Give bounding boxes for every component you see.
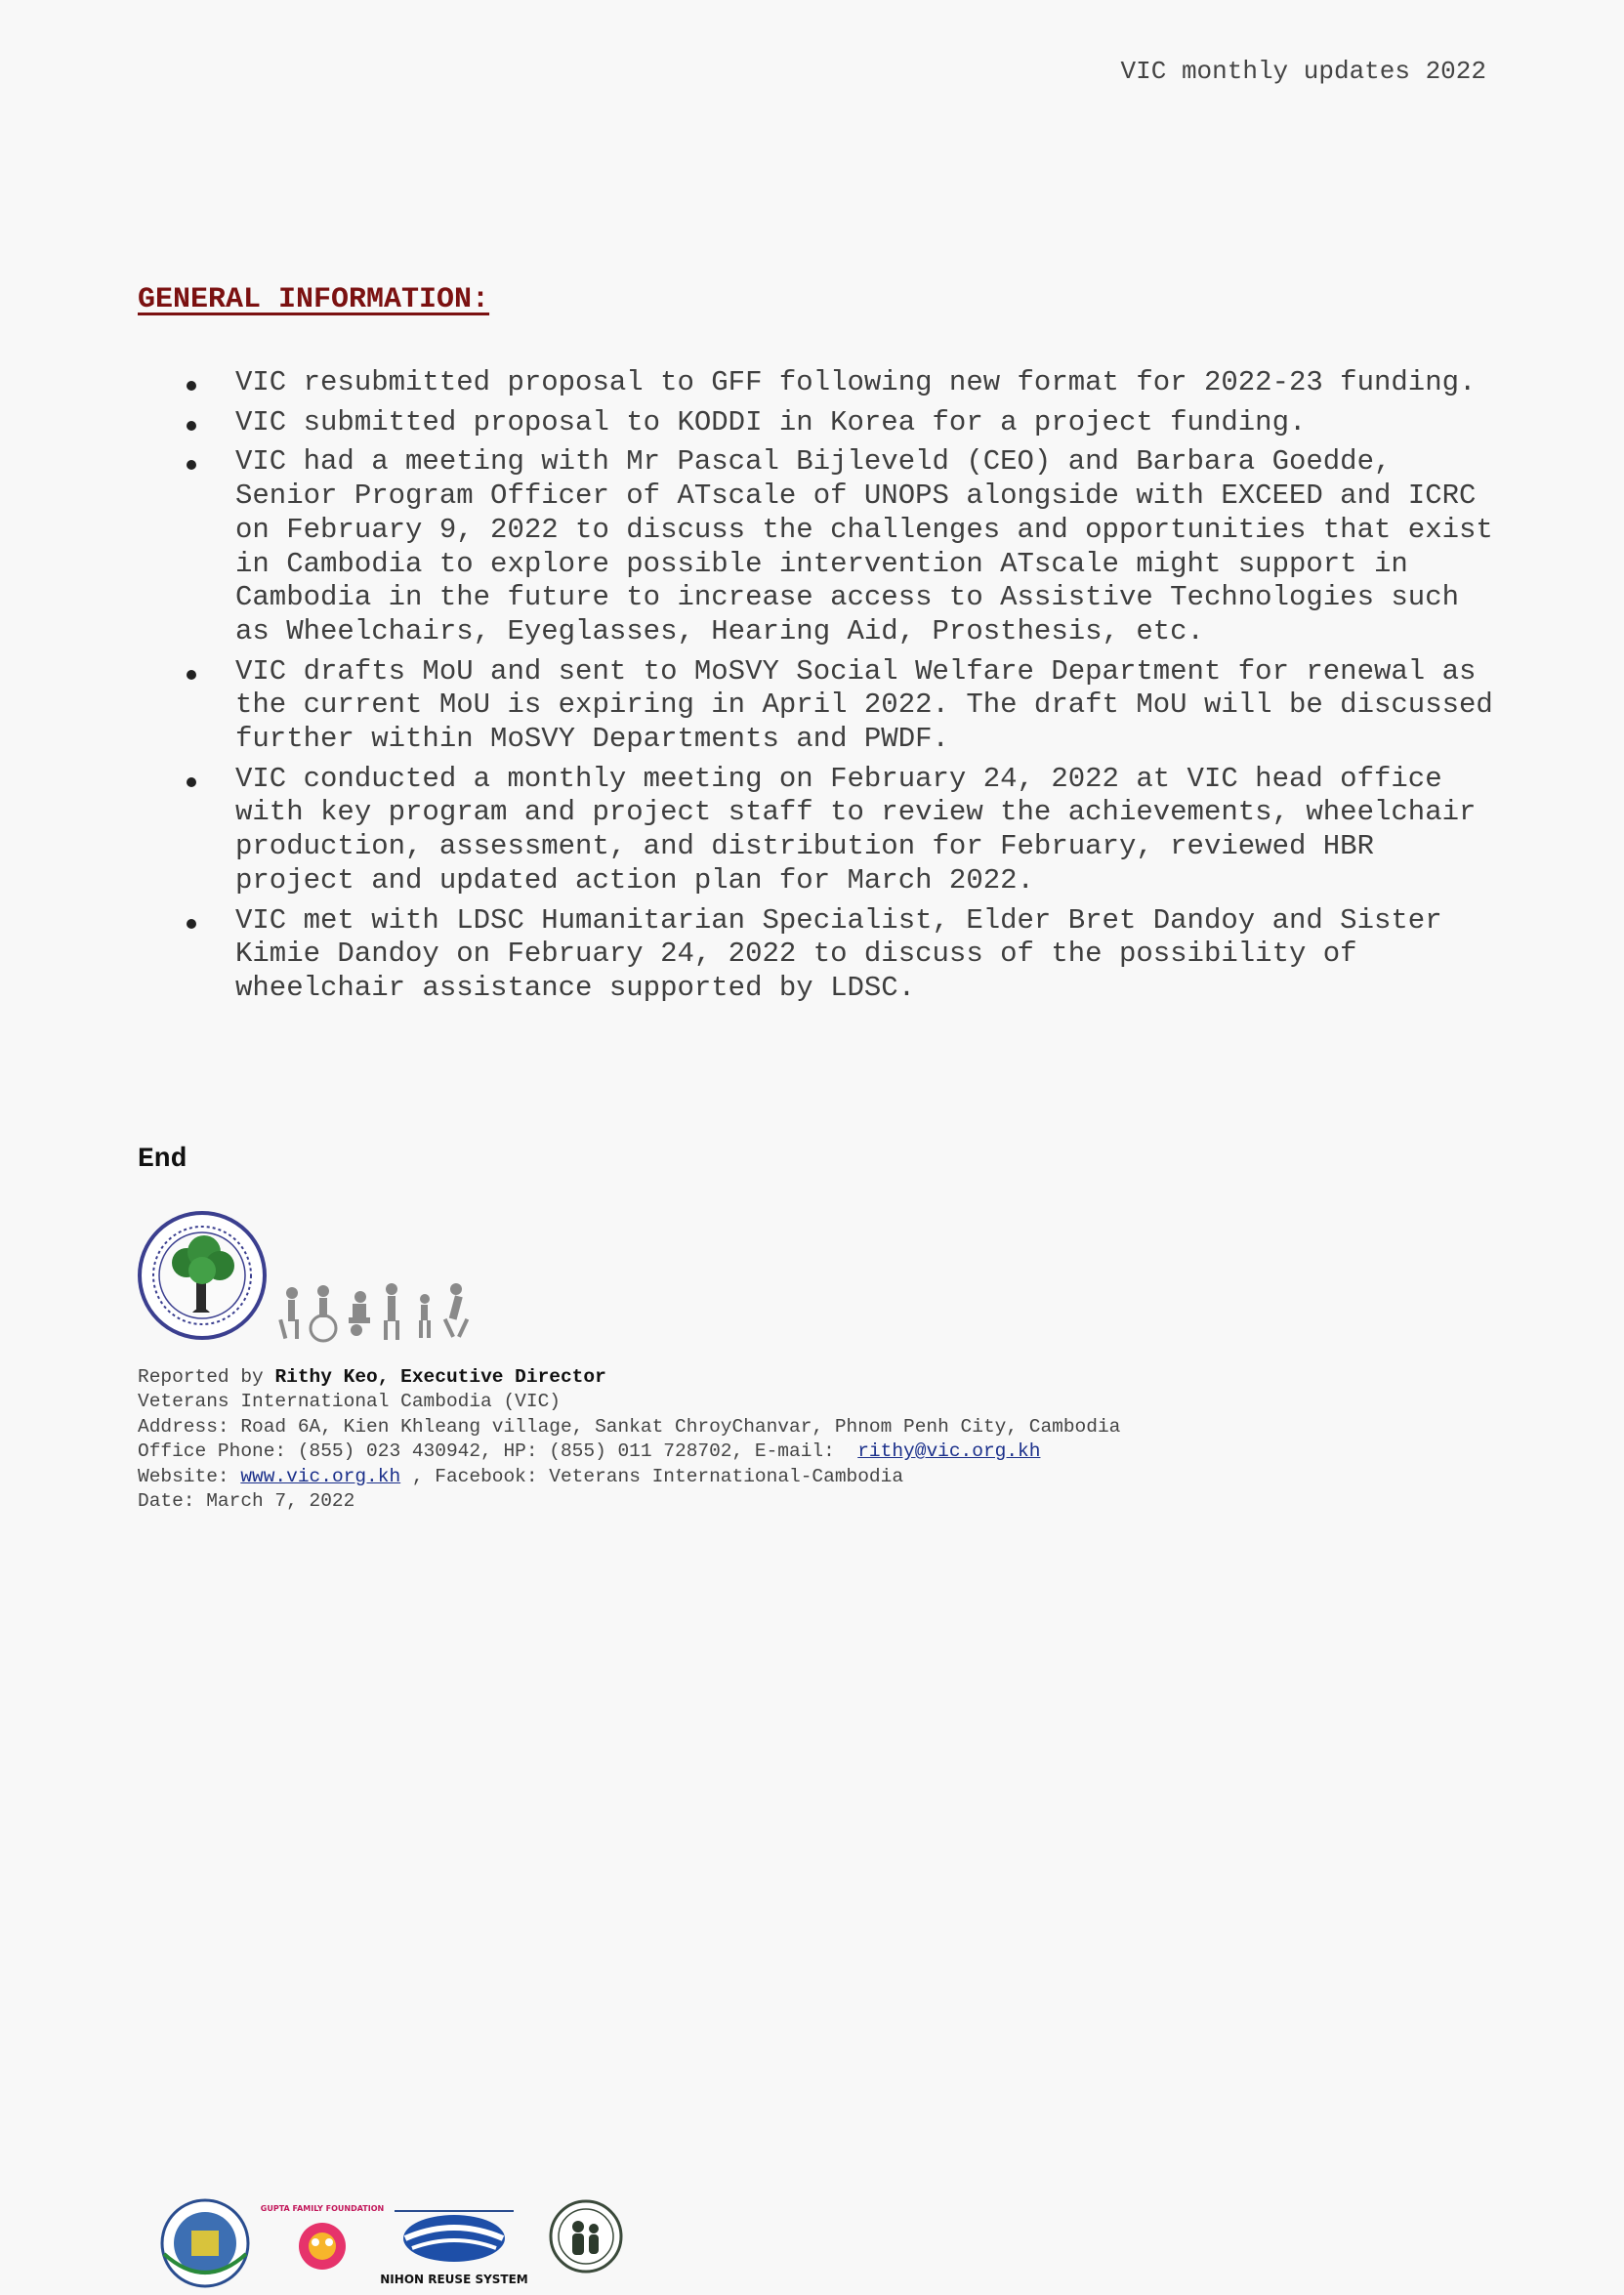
reporter-name: Rithy Keo, Executive Director <box>274 1366 606 1388</box>
partner-seal-logo <box>156 2197 254 2290</box>
address: Address: Road 6A, Kien Khleang village, Sankat ChroyChanvar, Phnom Penh City, Cambodia <box>138 1415 1121 1438</box>
list-item-text: VIC had a meeting with Mr Pascal Bijleveld (CEO) and Barbara Goedde, Senior Program Officer of ATscale of UNOPS alongside with EXCEED and ICRC on February 9, 2022 to discuss the challenges and opportunities that exist in Cambodia to explore possible intervention ATscale might support in Cambodia in the future to increase access to Assistive Technologies such as Wheelchairs, Eyeglasses, Hearing Aid, Prosthesis, etc. <box>235 445 1493 647</box>
org-name: Veterans International Cambodia (VIC) <box>138 1391 561 1413</box>
bullet-icon <box>187 919 196 929</box>
list-item <box>138 406 1505 440</box>
list-item <box>138 366 1505 400</box>
nihon-reuse-system-logo <box>380 2197 528 2290</box>
list-item-text: VIC drafts MoU and sent to MoSVY Social Welfare Department for renewal as the current MoU is expiring in April 2022. The draft MoU will be discussed further within MoSVY Departments and PWDF. <box>235 654 1493 756</box>
gupta-logo-text: GUPTA FAMILY FOUNDATION <box>260 2204 385 2213</box>
website-link[interactable]: www.vic.org.kh <box>240 1465 401 1487</box>
bullet-icon <box>187 777 196 787</box>
section-title: GENERAL INFORMATION: <box>138 283 490 316</box>
bullet-icon <box>187 670 196 680</box>
website-label: Website: <box>138 1465 241 1487</box>
bullet-icon <box>187 421 196 431</box>
facebook-info: , Facebook: Veterans International-Cambodia <box>400 1465 904 1487</box>
report-date: Date: March 7, 2022 <box>138 1490 355 1513</box>
email-link[interactable]: rithy@vic.org.kh <box>857 1440 1041 1463</box>
nihon-logo-text: NIHON REUSE SYSTEM <box>380 2273 528 2286</box>
reported-by-label: Reported by <box>138 1366 275 1388</box>
list-item-text: VIC resubmitted proposal to GFF following new format for 2022-23 funding. <box>235 366 1477 398</box>
gupta-foundation-logo <box>260 2197 385 2290</box>
list-item-text: VIC conducted a monthly meeting on February 24, 2022 at VIC head office with key program and project staff to review the achievements, wheelchair production, assessment, and distribution for February, reviewed HBR project and updated action plan for March 2022. <box>235 762 1477 897</box>
end-label: End <box>138 1145 187 1175</box>
list-item <box>138 763 1505 898</box>
list-item-text: VIC met with LDSC Humanitarian Specialist, Elder Bret Dandoy and Sister Kimie Dandoy on February 24, 2022 to discuss of the possibility of wheelchair assistance supported by LDSC. <box>235 903 1442 1004</box>
bullet-icon <box>187 460 196 470</box>
partner-circle-logo <box>547 2197 625 2290</box>
list-item <box>138 904 1505 1006</box>
list-item-text: VIC submitted proposal to KODDI in Korea for a project funding. <box>235 405 1307 438</box>
partner-logos <box>156 2197 645 2290</box>
phone: Office Phone: (855) 023 430942, HP: (855) 011 728702, E-mail: <box>138 1440 847 1463</box>
bullet-list <box>138 366 1505 1012</box>
bullet-icon <box>187 381 196 391</box>
header-title: VIC monthly updates 2022 <box>1120 57 1486 86</box>
list-item <box>138 655 1505 757</box>
vic-logo <box>136 1209 507 1346</box>
list-item <box>138 445 1505 648</box>
footer-info <box>138 1365 1120 1514</box>
